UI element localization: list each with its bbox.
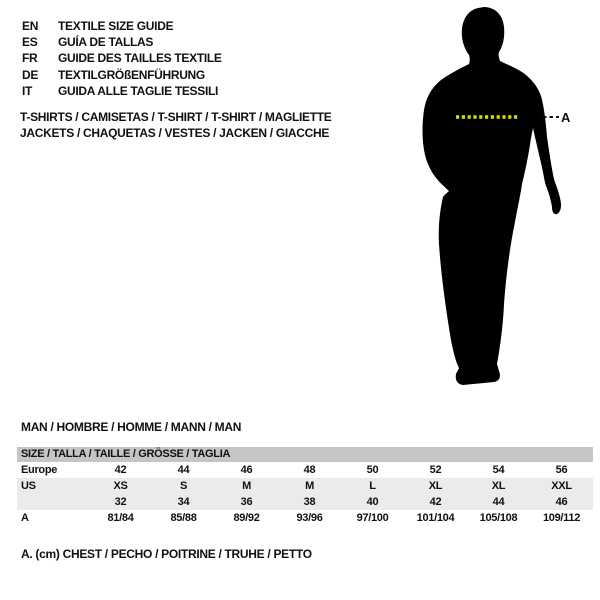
table-row-label xyxy=(17,494,89,510)
language-label: TEXTILGRÖßENFÜHRUNG xyxy=(58,67,205,82)
table-cell: S xyxy=(179,480,188,492)
table-cell: L xyxy=(369,480,376,492)
language-label: GUIDE DES TAILLES TEXTILE xyxy=(58,51,222,66)
table-row xyxy=(17,494,593,510)
table-cell: 89/92 xyxy=(233,512,260,524)
table-cell: 105/108 xyxy=(479,512,518,524)
table-cell: 54 xyxy=(492,464,505,476)
language-code: IT xyxy=(22,83,33,98)
table-cell: 50 xyxy=(366,464,379,476)
table-cell: 44 xyxy=(492,496,505,508)
table-row xyxy=(17,462,593,478)
table-cell: 32 xyxy=(114,496,127,508)
table-cell: XL xyxy=(428,480,443,492)
language-label: TEXTILE SIZE GUIDE xyxy=(58,19,174,33)
table-cell: 36 xyxy=(240,496,253,508)
table-cell: M xyxy=(242,480,251,492)
language-row xyxy=(22,18,222,34)
table-row xyxy=(17,510,593,526)
table-cell: XL xyxy=(491,480,506,492)
table-cell: 85/88 xyxy=(170,512,197,524)
language-row xyxy=(22,50,222,66)
category-line-jackets: JACKETS / CHAQUETAS / VESTES / JACKEN / GIACCHE xyxy=(20,126,330,140)
table-cell: 44 xyxy=(177,464,190,476)
table-cell: 38 xyxy=(303,496,316,508)
language-label: GUÍA DE TALLAS xyxy=(58,35,154,50)
size-table xyxy=(17,447,593,526)
table-row-label: Europe xyxy=(21,464,58,476)
table-cell: 81/84 xyxy=(107,512,134,524)
table-cell: 42 xyxy=(114,464,127,476)
table-cell: 109/112 xyxy=(542,512,581,524)
table-cell: 40 xyxy=(366,496,379,508)
language-code: FR xyxy=(22,51,38,66)
category-line-tshirts: T-SHIRTS / CAMISETAS / T-SHIRT / T-SHIRT / MAGLIETTE xyxy=(20,110,332,124)
size-table-header: SIZE / TALLA / TAILLE / GRÖSSE / TAGLIA xyxy=(17,447,593,462)
table-cell: XS xyxy=(113,480,128,492)
table-cell: 93/96 xyxy=(296,512,323,524)
language-row xyxy=(22,34,222,50)
table-cell: 34 xyxy=(177,496,190,508)
measure-label-a: A xyxy=(561,110,571,125)
table-cell: M xyxy=(305,480,314,492)
table-cell: 42 xyxy=(429,496,442,508)
language-list xyxy=(22,18,222,99)
size-table-rows xyxy=(17,462,593,526)
table-row-label: A xyxy=(21,512,29,524)
language-label: GUIDA ALLE TAGLIE TESSILI xyxy=(58,83,219,98)
table-row-label: US xyxy=(21,480,36,492)
language-code: ES xyxy=(22,35,38,50)
table-cell: 56 xyxy=(555,464,568,476)
table-cell: 48 xyxy=(303,464,316,476)
measurement-footnote: A. (cm) CHEST / PECHO / POITRINE / TRUHE / PETTO xyxy=(21,547,312,561)
man-silhouette-shape xyxy=(423,7,562,385)
category-list xyxy=(20,109,332,141)
table-row xyxy=(17,478,593,494)
table-cell: XXL xyxy=(551,480,572,492)
table-cell: 97/100 xyxy=(356,512,389,524)
man-silhouette xyxy=(412,2,572,392)
table-cell: 52 xyxy=(429,464,442,476)
language-code: DE xyxy=(22,67,39,82)
table-cell: 46 xyxy=(555,496,568,508)
language-row xyxy=(22,83,222,99)
language-row xyxy=(22,67,222,83)
table-cell: 101/104 xyxy=(416,512,455,524)
section-title-man: MAN / HOMBRE / HOMME / MANN / MAN xyxy=(21,420,242,434)
language-code: EN xyxy=(22,19,39,33)
table-cell: 46 xyxy=(240,464,253,476)
